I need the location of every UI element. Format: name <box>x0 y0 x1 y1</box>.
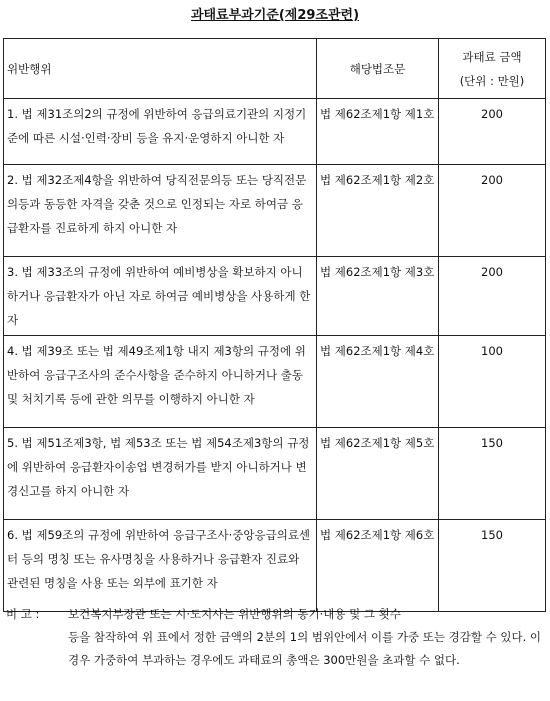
header-amount-title: 과태료 금액 <box>462 49 522 64</box>
header-violation: 위반행위 <box>4 39 317 99</box>
row-violation: 4. 법 제39조 또는 법 제49조제1항 내지 제3항의 규정에 위반하여 응급구조사의 준수사항을 준수하지 아니하거나 출동 및 처치기록 등에 관한 의무를 이행하지 아니한 자 <box>4 336 317 428</box>
row-amount: 150 <box>439 428 546 520</box>
row-violation: 2. 법 제32조제4항을 위반하여 당직전문의등 또는 당직전문의등과 동등한 자격을 갖춘 것으로 인정되는 자로 하여금 응급환자를 진료하게 하지 아니한 자 <box>4 165 317 257</box>
header-amount-unit: (단위 : 만원) <box>459 73 525 88</box>
table-header-row <box>4 39 546 99</box>
row-law: 법 제62조제1항 제5호 <box>317 428 439 520</box>
row-violation: 5. 법 제51조제3항, 법 제53조 또는 법 제54조제3항의 규정에 위반하여 응급환자이송업 변경허가를 받지 아니하거나 변경신고를 하지 아니한 자 <box>4 428 317 520</box>
remarks <box>6 603 544 672</box>
row-law: 법 제62조제1항 제6호 <box>317 520 439 612</box>
table-row <box>4 257 546 336</box>
row-amount: 100 <box>439 336 546 428</box>
row-law: 법 제62조제1항 제2호 <box>317 165 439 257</box>
row-law: 법 제62조제1항 제1호 <box>317 99 439 165</box>
table-row <box>4 520 546 612</box>
document-title <box>0 4 550 23</box>
row-amount: 150 <box>439 520 546 612</box>
table-row <box>4 428 546 520</box>
remarks-body: 등을 참작하여 위 표에서 정한 금액의 2분의 1의 범위안에서 이를 가중 또는 경감할 수 있다. 이 경우 가중하여 부과하는 경우에도 과태료의 총액은 300만원을 초과할 수 없다. <box>68 630 542 667</box>
row-violation: 3. 법 제33조의 규정에 위반하여 예비병상을 확보하지 아니하거나 응급환자가 아닌 자로 하여금 예비병상을 사용하게 한 자 <box>4 257 317 336</box>
row-law: 법 제62조제1항 제3호 <box>317 257 439 336</box>
row-violation: 6. 법 제59조의 규정에 위반하여 응급구조사·중앙응급의료센터 등의 명칭 또는 유사명칭을 사용하거나 응급환자 진료와 관련된 명칭을 사용 또는 외부에 표기한 자 <box>4 520 317 612</box>
table-row <box>4 336 546 428</box>
title-text: 과태료부과기준(제29조관련) <box>190 8 360 23</box>
table-row <box>4 99 546 165</box>
remarks-label: 비 고 : <box>6 607 40 621</box>
row-violation: 1. 법 제31조의2의 규정에 위반하여 응급의료기관의 지정기준에 따른 시설·인력·장비 등을 유지·운영하지 아니한 자 <box>4 99 317 165</box>
row-amount: 200 <box>439 165 546 257</box>
row-law: 법 제62조제1항 제4호 <box>317 336 439 428</box>
row-amount: 200 <box>439 99 546 165</box>
fine-criteria-table <box>3 38 546 612</box>
header-amount <box>439 39 546 99</box>
row-amount: 200 <box>439 257 546 336</box>
table-row <box>4 165 546 257</box>
remarks-first-line: 보건복지부장관 또는 시·도지사는 위반행위의 동기·내용 및 그 횟수 <box>68 607 401 621</box>
header-law: 해당법조문 <box>317 39 439 99</box>
